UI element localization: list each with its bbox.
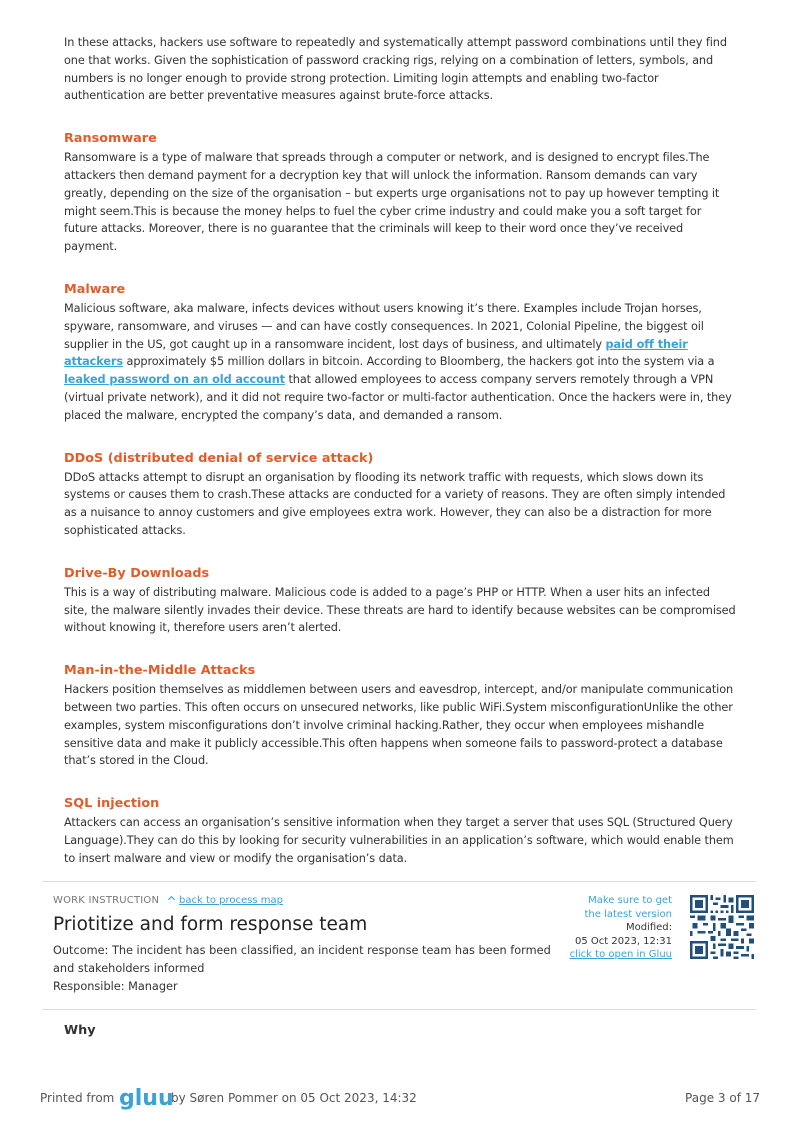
open-in-gluu-link[interactable]: click to open in Gluu <box>569 949 672 961</box>
section-body: Attackers can access an organisation’s sensitive information when they target a server that uses SQL (Structured Query Language).They can do this by looking for security vulnerabilities in an application’s software, which would enable them to insert malware and view or modify the organisation’s data. <box>64 816 734 865</box>
paid-off-attackers-link[interactable]: paid off their attackers <box>64 337 688 369</box>
intro-paragraph: In these attacks, hackers use software to repeatedly and systematically attempt password combinations until they find one that works. Given the sophistication of password cracking rigs, relying on a combination of letters, symbols, and numbers is no longer enough to provide strong protection. Limiting login attempts and enabling two-factor authentication are better preventative measures against brute-force attacks. <box>64 36 727 103</box>
modified-date: 05 Oct 2023, 12:31 <box>575 935 672 947</box>
section-heading: Drive-By Downloads <box>64 565 210 581</box>
responsible-text: Responsible: Manager <box>53 980 178 993</box>
back-to-process-map-link[interactable]: back to process map <box>179 895 283 906</box>
section-heading: Malware <box>64 281 126 297</box>
section-body: Hackers position themselves as middlemen between users and eavesdrop, intercept, and/or manipulate communication between two parties. This often occurs on unsecured networks, like public WiFi.System misconfigurationUnlike the other examples, system misconfigurations don’t involve criminal hacking.Rather, they occur when employees mishandle sensitive data and make it publicly accessible.This often happens when someone fails to password-protect a database that’s stored in the Cloud. <box>64 683 734 768</box>
gluu-logo-icon <box>119 1085 174 1113</box>
version-info <box>552 894 672 962</box>
body-text: Malicious software, aka malware, infects devices without users knowing it’s there. Examples include Trojan horses, spyware, ransomware, and viruses — and can have costly consequences. In 2021, Colonial Pipeline, the biggest oil supplier in the US, got caught up in a ransomware incident, lost days of business, and ultimately <box>64 301 704 351</box>
section-body: This is a way of distributing malware. Malicious code is added to a page’s PHP or HTTP. When a user hits an infected site, the malware silently invades their device. These threats are hard to identify because websites can be compromised without knowing it, therefore users aren’t alerted. <box>64 585 736 635</box>
leaked-password-link[interactable]: leaked password on an old account <box>64 373 285 387</box>
chevron-up-icon[interactable] <box>167 894 176 903</box>
document-body <box>64 34 736 868</box>
body-text: approximately $5 million dollars in bitcoin. According to Bloomberg, the hackers got into the system via a <box>123 355 715 369</box>
latest-version-note: Make sure to get <box>588 895 672 906</box>
outcome-text: Outcome: The incident has been classified, an incident response team has been formed and stakeholders informed <box>53 944 551 975</box>
modified-label: Modified: <box>625 922 672 934</box>
section-ddos <box>64 450 736 540</box>
work-instruction-label: WORK INSTRUCTION <box>53 895 160 906</box>
latest-version-note: the latest version <box>584 908 672 920</box>
printed-from-label: Printed from <box>40 1091 115 1105</box>
section-heading: DDoS (distributed denial of service attack) <box>64 450 374 466</box>
section-malware <box>64 281 736 425</box>
section-mitm <box>64 662 736 770</box>
section-heading: Ransomware <box>64 131 157 147</box>
work-instruction-title: Priotitize and form response team <box>53 914 368 935</box>
section-drive-by <box>64 565 736 637</box>
gluu-logo-text: gluu <box>119 1086 174 1111</box>
page-number: Page 3 of 17 <box>685 1091 760 1105</box>
why-heading: Why <box>64 1023 96 1038</box>
section-body: Ransomware is a type of malware that spreads through a computer or network, and is designed to encrypt files.The attackers then demand payment for a decryption key that will unlock the information. Ransom demands can vary greatly, depending on the size of the organisation – but experts urge organisations not to pay up however tempting it might seem.This is because the money helps to fuel the cyber crime industry and could make you a soft target for future attacks. Moreover, there is no guarantee that the criminals will keep to their word once they’ve received payment. <box>64 151 720 254</box>
body-text: that allowed employees to access company servers remotely through a VPN (virtual private network), and it did not require two-factor or multi-factor authentication. Once the hackers were in, they placed the malware, encrypted the company’s data, and demanded a ransom. <box>64 373 732 422</box>
work-instruction-panel <box>42 881 756 1010</box>
section-sql <box>64 795 736 867</box>
section-ransomware <box>64 130 736 256</box>
section-body <box>64 300 736 425</box>
section-body: DDoS attacks attempt to disrupt an organisation by flooding its network traffic with requests, which slows down its systems or causes them to crash.These attacks are conducted for a variety of reasons. They are often simply intended as a nuisance to annoy customers and give employees extra work. However, they can also be a distraction for more sophisticated attacks. <box>64 470 726 537</box>
printed-by-line: by Søren Pommer on 05 Oct 2023, 14:32 <box>171 1091 417 1105</box>
page-footer <box>40 1085 760 1113</box>
section-heading: Man-in-the-Middle Attacks <box>64 663 256 679</box>
section-heading: SQL injection <box>64 796 160 812</box>
qr-code-icon <box>690 895 754 959</box>
